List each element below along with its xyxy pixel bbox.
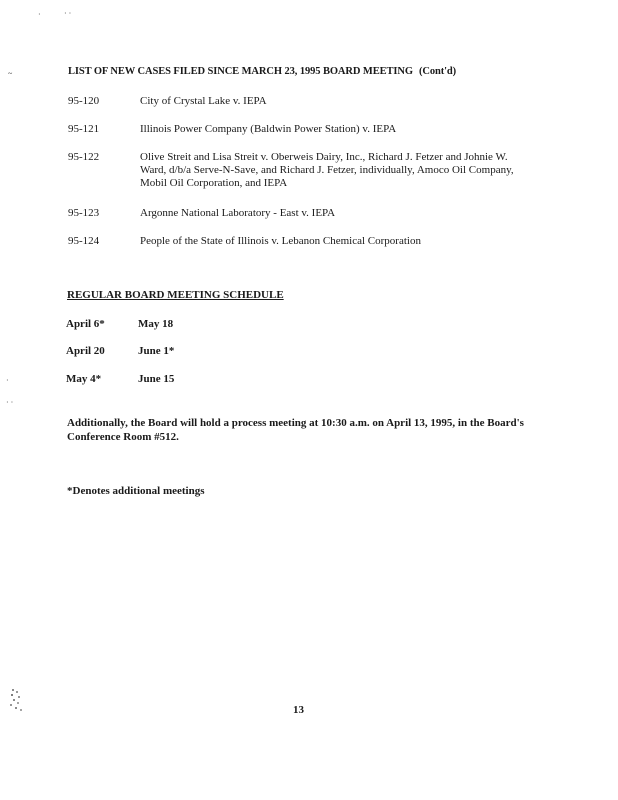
case-title: Argonne National Laboratory - East v. IEPA <box>140 207 336 219</box>
process-meeting-note: Additionally, the Board will hold a process meeting at 10:30 a.m. on April 13, 1995, in the Board's Conference Room #512. <box>67 417 524 443</box>
schedule-heading: REGULAR BOARD MEETING SCHEDULE <box>67 289 284 301</box>
scan-stamp-mark <box>8 686 24 712</box>
case-title: Olive Streit and Lisa Streit v. Oberweis Dairy, Inc., Richard J. Fetzer and Johnie W. Ward, d/b/a Serve-N-Save, and Richard J. Fetzer, individually, Amoco Oil Company, Mobil Oil Corporation, and IEPA <box>140 151 514 189</box>
scan-speck: · <box>38 10 41 19</box>
case-title: Illinois Power Company (Baldwin Power Station) v. IEPA <box>140 123 397 135</box>
case-number: 95-121 <box>68 123 100 135</box>
case-number: 95-124 <box>68 235 100 247</box>
schedule-date: May 18 <box>138 318 174 330</box>
scan-speck: · · <box>64 9 72 18</box>
heading-continued: (Cont'd) <box>418 66 457 77</box>
heading-title: LIST OF NEW CASES FILED SINCE MARCH 23, 1995 BOARD MEETING <box>68 66 413 77</box>
schedule-date: June 1* <box>138 345 175 357</box>
schedule-date: June 15 <box>138 373 175 385</box>
schedule-date: April 20 <box>66 345 105 357</box>
page-number: 13 <box>293 704 304 716</box>
case-title: City of Crystal Lake v. IEPA <box>140 95 267 107</box>
scan-speck: ~ <box>8 69 13 78</box>
schedule-date: April 6* <box>66 318 105 330</box>
scan-speck: · · <box>6 398 14 407</box>
case-number: 95-123 <box>68 207 100 219</box>
footnote: *Denotes additional meetings <box>67 485 205 497</box>
page-heading <box>68 66 456 77</box>
case-number: 95-122 <box>68 151 100 163</box>
case-number: 95-120 <box>68 95 100 107</box>
schedule-date: May 4* <box>66 373 102 385</box>
case-title: People of the State of Illinois v. Lebanon Chemical Corporation <box>140 235 421 247</box>
scan-speck: · <box>6 376 9 385</box>
